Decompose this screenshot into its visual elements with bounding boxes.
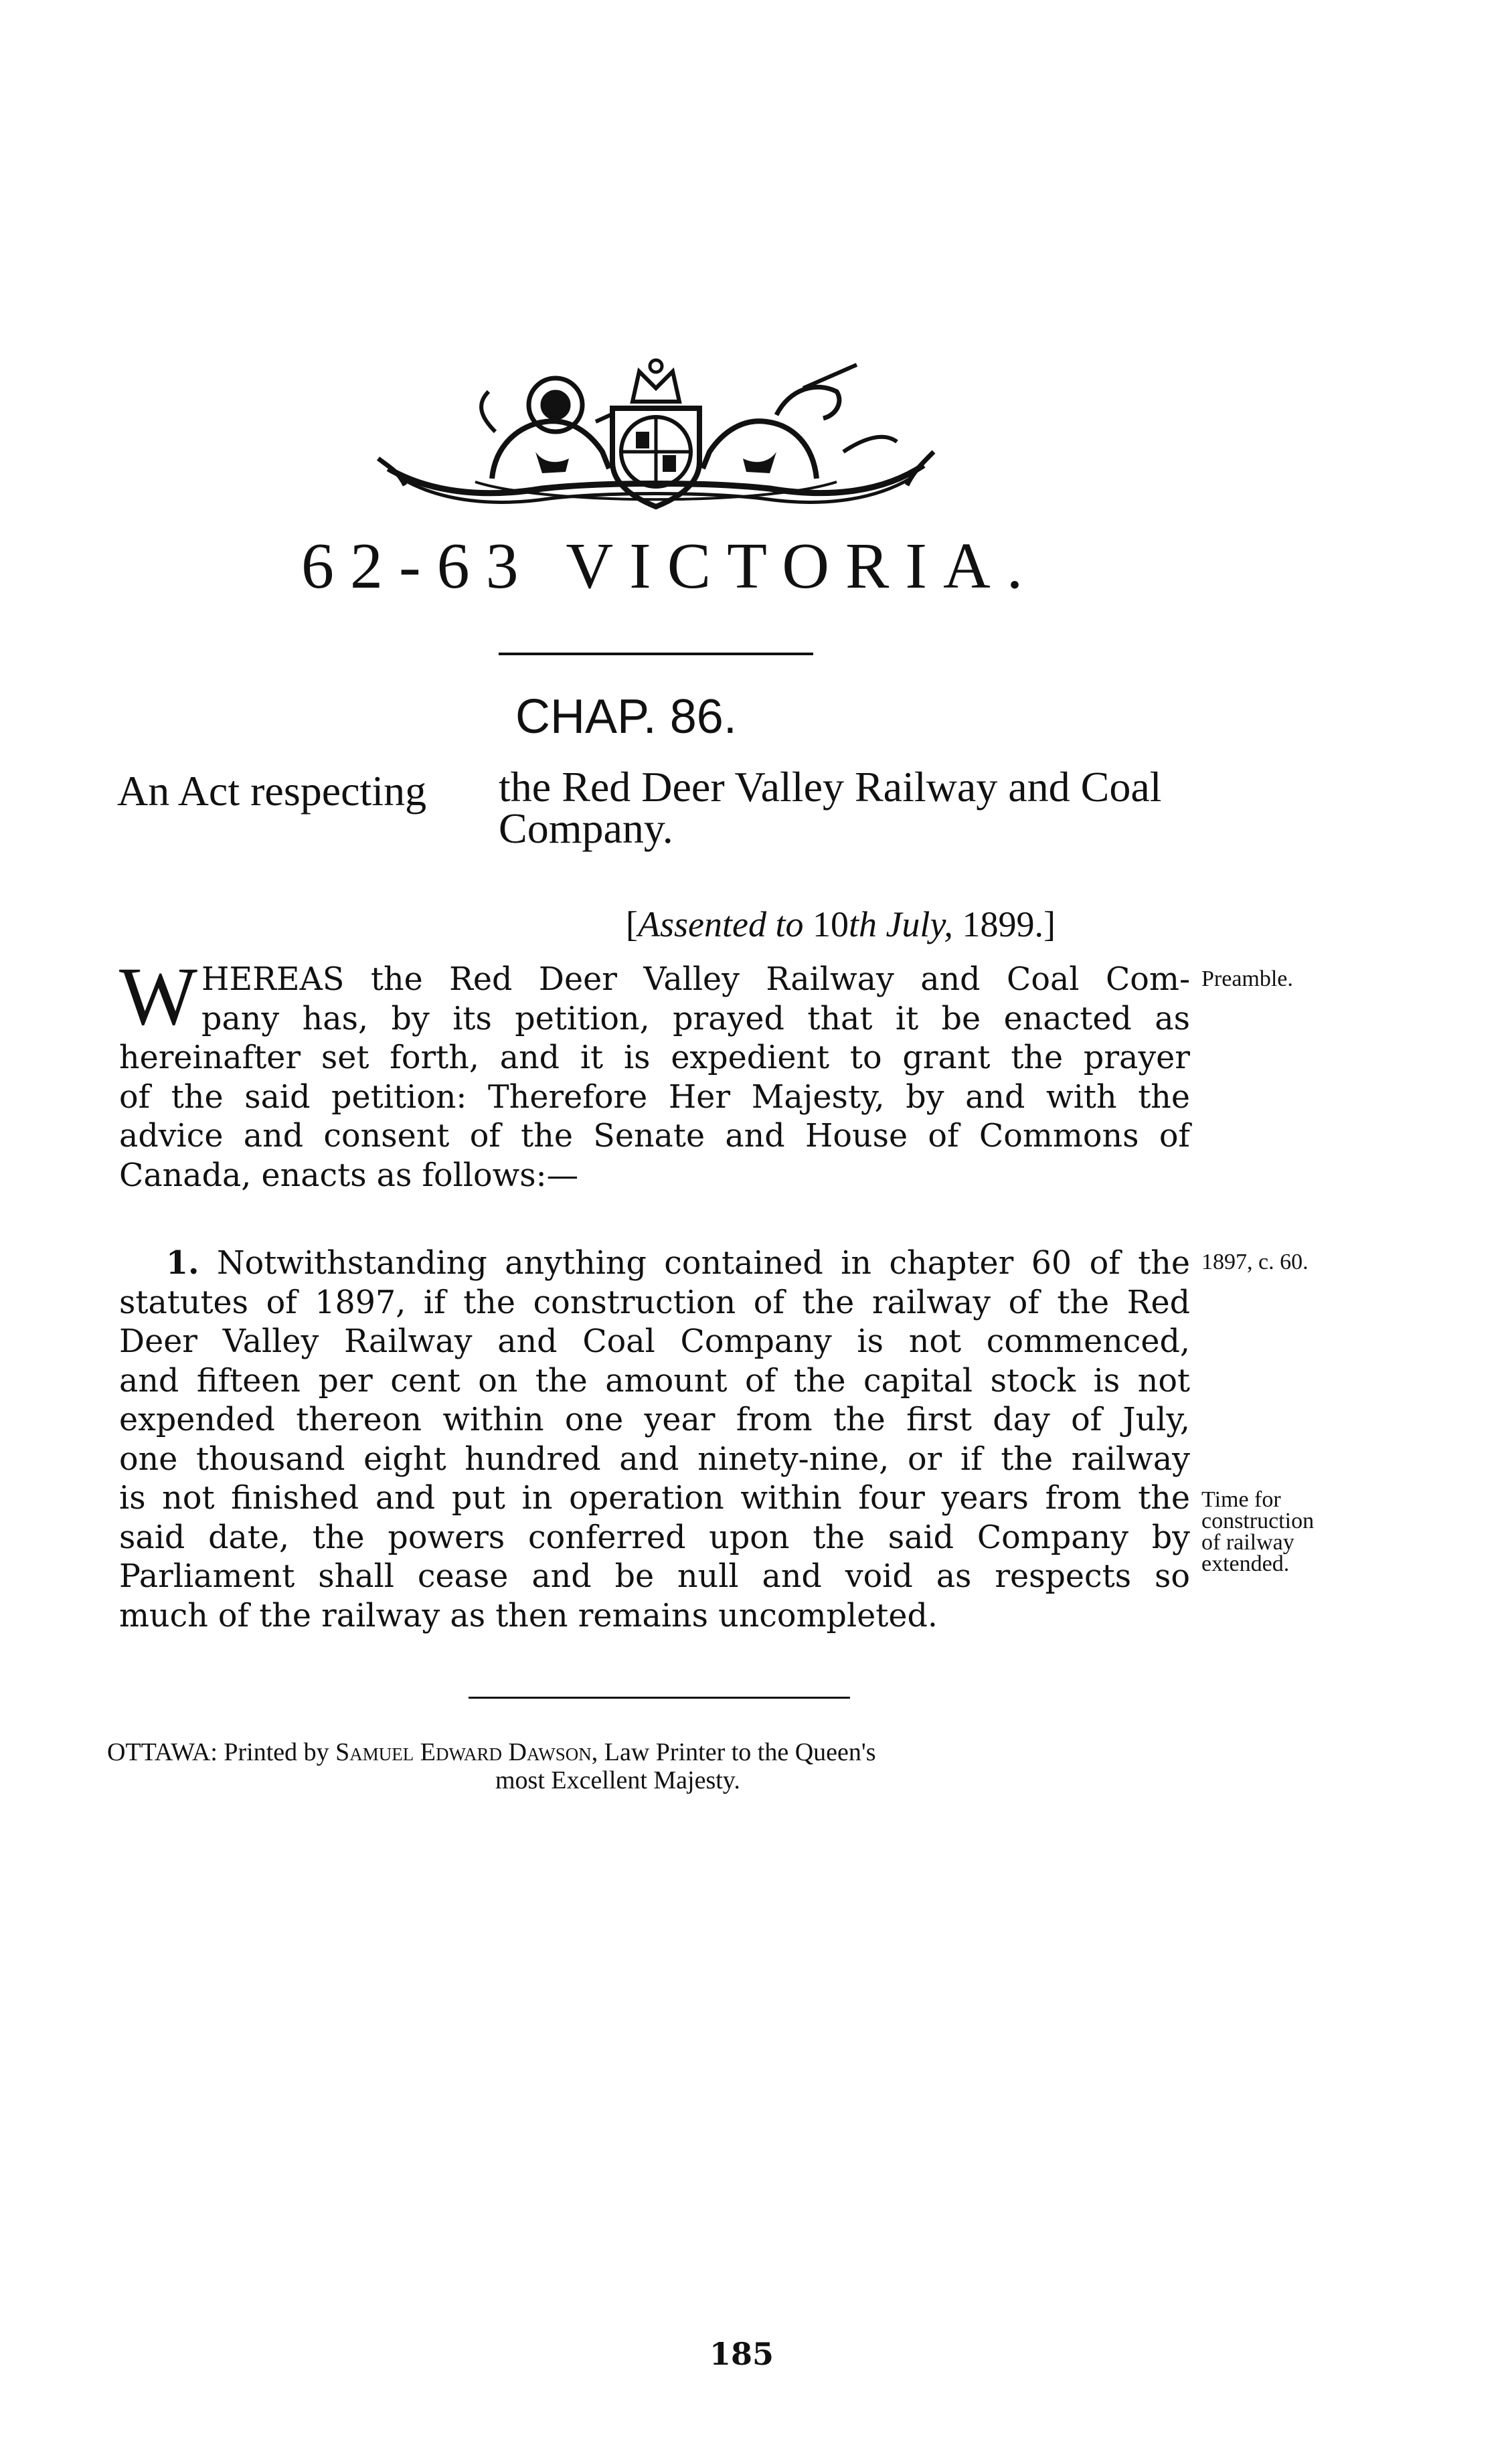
assent-date [626,904,1056,945]
marginal-note-preamble: Preamble. [1201,966,1293,991]
assent-day: 10 [812,904,849,944]
regnal-year-title: 62-63 VICTORIA. [301,530,1039,602]
preamble-line: hereinafter set forth, and it is expedient to grant the prayer [119,1039,1190,1076]
marginal-note-line: extended. [1201,1551,1290,1576]
preamble-line: of the said petition: Therefore Her Majesty, by and with the [119,1078,1190,1116]
assent-month: July, [886,904,953,944]
assent-year: 1899.] [962,904,1056,944]
marginal-note-line: construction [1201,1509,1315,1533]
section-line: is not finished and put in operation within four years from the [119,1480,1190,1517]
section-line: one thousand eight hundred and ninety-nine, or if the railway [119,1440,1190,1478]
section-line: Deer Valley Railway and Coal Company is not commenced, [119,1323,1190,1360]
section-line: much of the railway as then remains uncompleted. [119,1597,938,1634]
chapter-number: CHAP. 86. [515,690,737,744]
printer-title-1: Law Printer to the Queen's [604,1738,876,1766]
section-line: Parliament shall cease and be null and void as respects so [119,1558,1190,1595]
act-title-lead: An Act respecting [117,767,427,815]
section-line-text: Notwithstanding anything contained in chapter 60 of the [217,1245,1191,1282]
section-number: 1. [166,1244,199,1282]
printer-place: OTTAWA: [107,1738,218,1766]
printer-name: Samuel Edward Dawson, [335,1738,598,1766]
preamble-line: pany has, by its petition, prayed that it be enacted as [201,1000,1190,1037]
marginal-note-line: Time for [1201,1487,1281,1512]
footer-rule [469,1697,850,1699]
printer-printed-by: Printed by [224,1738,329,1766]
section-line [119,1244,1190,1284]
section-line: expended thereon within one year from the first day of July, [119,1402,1190,1438]
section-line: statutes of 1897, if the construction of the railway of the Red [119,1284,1190,1321]
assent-bracket: [ [626,904,638,944]
page-number: 185 [709,2336,774,2372]
preamble-dropcap: W [119,950,198,1042]
marginal-note-statute: 1897, c. 60. [1201,1250,1309,1274]
printer-title-2: most Excellent Majesty. [495,1766,740,1794]
marginal-note-line: of railway [1201,1530,1294,1555]
royal-coat-of-arms [375,351,937,519]
section-line: said date, the powers conferred upon the said Company by [119,1519,1190,1556]
section-1-paragraph [119,1244,1190,1636]
marginal-note-time [1201,1489,1314,1575]
preamble-line: advice and consent of the Senate and House of Commons of [119,1118,1190,1155]
assent-day-suffix: th [848,904,877,944]
act-title-rest: the Red Deer Valley Railway and Coal Company. [499,763,1162,852]
preamble-line: HEREAS the Red Deer Valley Railway and Coal Com- [201,961,1190,998]
title-rule [499,653,813,655]
preamble-paragraph [119,950,1190,1195]
printer-imprint [107,1738,1178,1794]
section-line: and fifteen per cent on the amount of the capital stock is not [119,1362,1190,1400]
assent-label: Assented to [637,904,804,944]
preamble-line: Canada, enacts as follows:— [119,1157,579,1194]
